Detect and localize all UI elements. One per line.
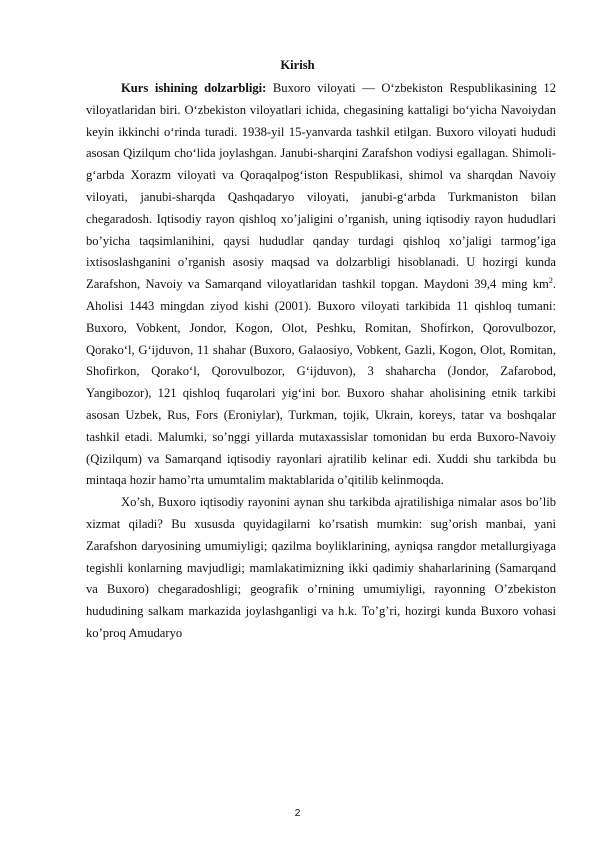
paragraph-intro-text-continued: . Aholisi 1443 mingdan ziyod kishi (2001). Buxoro viloyati tarkibida 11 qishloq tumani: Buxoro, Vobkent, Jondor, Kogon, Olot, Peshku, Romitan, Shofirkon, Qorovulbozor, Qorako‘l, G‘ijduvon, 11 shahar (Buxoro, Galaosiyo, Vobkent, Gazli, Kogon, Olot, Romitan, Shofirkon, Qorako‘l, Qorovulbozor, G‘ijduvon), 3 shaharcha (Jondor, Zafarobod, Yangibozor), 121 qishloq fuqarolari yig‘ini bor. Buxoro shahar aholisining etnik tarkibi asosan Uzbek, Rus, Fors (Eroniylar), Turkman, tojik, Ukrain, koreys, tatar va boshqalar tashkil etadi. Malumki, so’nggi yillarda mutaxassislar tomonidan bu erda Buxoro-Navoiy (Qizilqum) va Samarqand iqtisodiy rayonlari ajratilib kelinar edi. Xuddi shu tarkibda bu mintaqa hozir hamo’rta umumtalim maktablarida o’qitilib kelinmoqda.	[86, 277, 556, 488]
paragraph-lead: Kurs ishining dolzarbligi:	[121, 81, 267, 95]
superscript: 2	[548, 275, 553, 285]
page-heading: Kirish	[280, 58, 315, 72]
body-text	[86, 78, 556, 645]
paragraph-second: Xo’sh, Buxoro iqtisodiy rayonini aynan shu tarkibda ajratilishiga nimalar asos bo’lib xizmat qiladi? Bu xususda quyidagilarni ko’rsatish mumkin: sug’orish manbai, yani Zarafshon daryosining umumiyligi; qazilma boyliklarining, ayniqsa rangdor metallurgiyaga tegishli konlarning mavjudligi; mamlakatimizning ikki qadimiy shaharlarining (Samarqand va Buxoro) chegaradoshligi; geografik o’rnining umumiyligi, rayonning O’zbekiston hududining salkam markazida joylashganligi va h.k. To’g’ri, hozirgi kunda Buxoro vohasi ko’proq Amudaryo	[86, 495, 556, 640]
paragraph-intro	[86, 78, 556, 492]
page-number: 2	[294, 807, 301, 819]
paragraph-intro-text: Buxoro viloyati — O‘zbekiston Respublikasining 12 viloyatlaridan biri. O‘zbekiston viloyatlari ichida, chegasining kattaligi bo‘yicha Navoiydan keyin ikkinchi o‘rinda turadi. 1938-yil 15-yanvarda tashkil etilgan. Buxoro viloyati hududi asosan Qizilqum cho‘lida joylashgan. Janubi-sharqini Zarafshon vodiysi egallagan. Shimoli-g‘arbda Xorazm viloyati va Qoraqalpog‘iston Respublikasi, shimol va sharqdan Navoiy viloyati, janubi-sharqda Qashqadaryo viloyati, janubi-g‘arbda Turkmaniston bilan chegaradosh. Iqtisodiy rayon qishloq xo’jaligini o’rganish, uning iqtisodiy rayon hududlari bo’yicha taqsimlanihini, qaysi hududlar qanday turdagi qishloq xo’jaligi tarmog’iga ixtisoslashganini o’rganish asosiy maqsad va dolzarbligi hisoblanadi. U hozirgi kunda Zarafshon, Navoiy va Samarqand viloyatlaridan tashkil topgan. Maydoni 39,4 ming km	[86, 81, 556, 292]
